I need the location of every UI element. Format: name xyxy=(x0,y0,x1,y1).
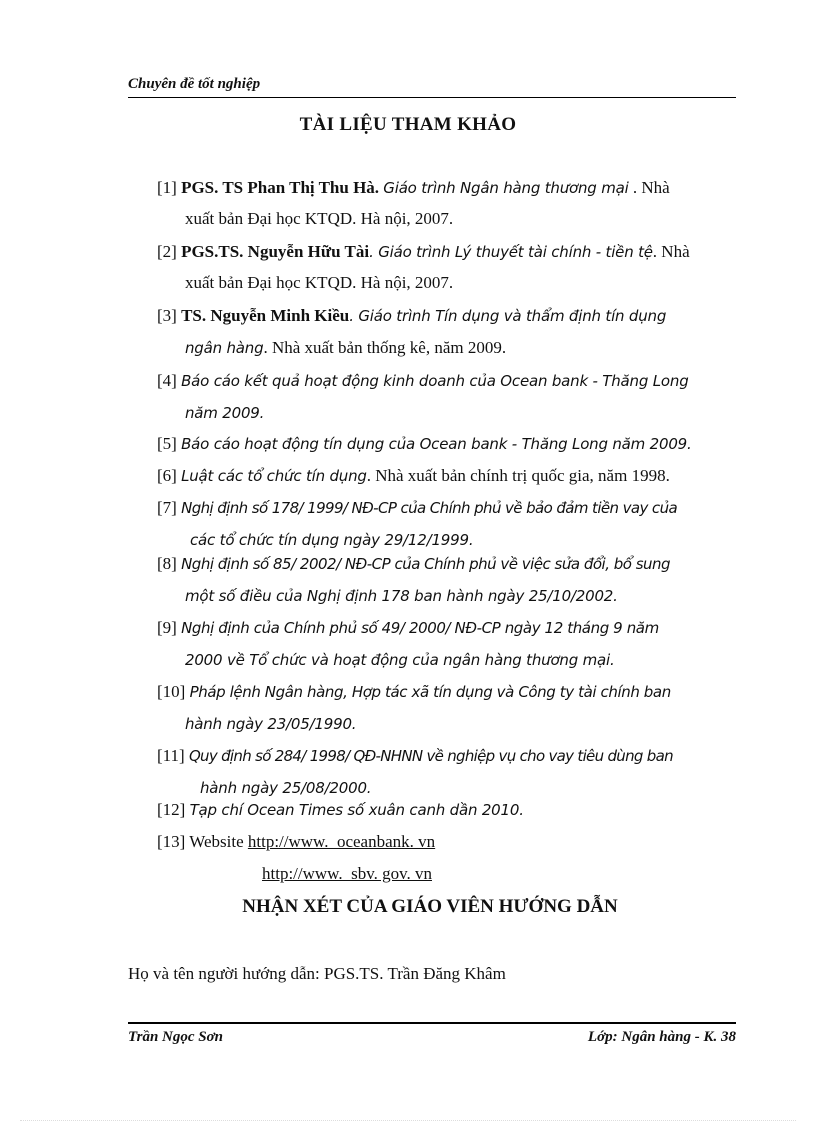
reference-work: Pháp lệnh Ngân hàng, Hợp tác xã tín dụng và Công ty tài chính ban xyxy=(189,683,671,701)
reference-work: Giáo trình Ngân hàng thương mại xyxy=(383,179,629,197)
reference-number: [1] xyxy=(157,178,177,197)
reference-11-cont: hành ngày 25/08/2000. xyxy=(200,779,372,797)
reference-text: . Nhà xyxy=(652,242,690,261)
reference-13 xyxy=(157,832,435,852)
reference-number: [10] xyxy=(157,682,186,701)
reference-work: Tạp chí Ocean Times số xuân canh dần 2010. xyxy=(189,801,524,819)
reference-7 xyxy=(157,498,677,518)
footer-divider xyxy=(128,1022,736,1024)
reference-text: . Nhà xuất bản thống kê, năm 2009. xyxy=(263,338,507,357)
reference-label: Website xyxy=(189,832,244,851)
reference-4-cont: năm 2009. xyxy=(185,404,265,422)
reference-6 xyxy=(157,466,670,486)
reference-work: ngân hàng xyxy=(185,339,264,357)
page-title: TÀI LIỆU THAM KHẢO xyxy=(299,114,517,135)
reference-work: Luật các tổ chức tín dụng xyxy=(181,467,367,485)
reference-author: PGS. TS Phan Thị Thu Hà. xyxy=(181,178,380,197)
reference-8-cont: một số điều của Nghị định 178 ban hành ngày 25/10/2002. xyxy=(185,587,618,605)
reference-10 xyxy=(157,682,671,702)
reference-work: Báo cáo kết quả hoạt động kinh doanh của Ocean bank - Thăng Long xyxy=(181,372,689,390)
reference-number: [13] xyxy=(157,832,186,851)
reference-number: [5] xyxy=(157,434,177,453)
reference-1 xyxy=(157,178,670,198)
reference-number: [3] xyxy=(157,306,177,325)
reference-10-cont: hành ngày 23/05/1990. xyxy=(185,715,357,733)
reference-text: . Nhà xyxy=(632,178,670,197)
reference-number: [4] xyxy=(157,371,177,390)
reference-number: [6] xyxy=(157,466,177,485)
reference-author: TS. Nguyễn Minh Kiều xyxy=(181,306,350,325)
reference-7-cont: các tổ chức tín dụng ngày 29/12/1999. xyxy=(190,531,474,549)
reference-work: . Giáo trình Tín dụng và thẩm định tín dụng xyxy=(349,307,667,325)
reference-work: Báo cáo hoạt động tín dụng của Ocean bank - Thăng Long năm 2009. xyxy=(181,435,692,453)
reference-3-cont xyxy=(185,338,506,358)
advisor-line: Họ và tên người hướng dẫn: PGS.TS. Trần Đăng Khâm xyxy=(128,964,506,983)
reference-9 xyxy=(157,618,659,638)
reference-number: [11] xyxy=(157,746,185,765)
reference-2-cont: xuất bản Đại học KTQD. Hà nội, 2007. xyxy=(185,273,454,292)
section-title: NHẬN XÉT CỦA GIÁO VIÊN HƯỚNG DẪN xyxy=(242,896,618,917)
header-label: Chuyên đề tốt nghiệp xyxy=(128,76,261,92)
header-divider xyxy=(128,97,736,98)
reference-text: . Nhà xuất bản chính trị quốc gia, năm 1998. xyxy=(366,466,670,485)
reference-number: [12] xyxy=(157,800,186,819)
reference-12 xyxy=(157,800,524,820)
reference-5 xyxy=(157,434,692,454)
reference-work: Nghị định số 85/ 2002/ NĐ-CP của Chính phủ về việc sửa đổi, bổ sung xyxy=(181,555,671,573)
reference-3 xyxy=(157,306,666,326)
reference-1-cont: xuất bản Đại học KTQD. Hà nội, 2007. xyxy=(185,209,454,228)
reference-11 xyxy=(157,746,673,766)
footer-author: Trần Ngọc Sơn xyxy=(128,1029,224,1045)
reference-work: . Giáo trình Lý thuyết tài chính - tiền tệ xyxy=(369,243,653,261)
reference-4 xyxy=(157,371,689,391)
page-edge-divider xyxy=(20,1120,796,1121)
reference-number: [7] xyxy=(157,498,177,517)
reference-work: Quy định số 284/ 1998/ QĐ-NHNN về nghiệp vụ cho vay tiêu dùng ban xyxy=(188,747,673,765)
website-link-oceanbank[interactable]: http://www. oceanbank. vn xyxy=(247,832,436,851)
reference-work: Nghị định của Chính phủ số 49/ 2000/ NĐ-CP ngày 12 tháng 9 năm xyxy=(181,619,659,637)
reference-author: PGS.TS. Nguyễn Hữu Tài xyxy=(181,242,370,261)
reference-2 xyxy=(157,242,690,262)
reference-8 xyxy=(157,554,670,574)
website-link-sbv[interactable]: http://www. sbv. gov. vn xyxy=(262,864,432,883)
footer-class: Lớp: Ngân hàng - K. 38 xyxy=(587,1029,736,1045)
reference-number: [8] xyxy=(157,554,177,573)
reference-number: [2] xyxy=(157,242,177,261)
reference-number: [9] xyxy=(157,618,177,637)
reference-9-cont: 2000 về Tổ chức và hoạt động của ngân hàng thương mại. xyxy=(185,651,615,669)
reference-work: Nghị định số 178/ 1999/ NĐ-CP của Chính phủ về bảo đảm tiền vay của xyxy=(181,499,678,517)
